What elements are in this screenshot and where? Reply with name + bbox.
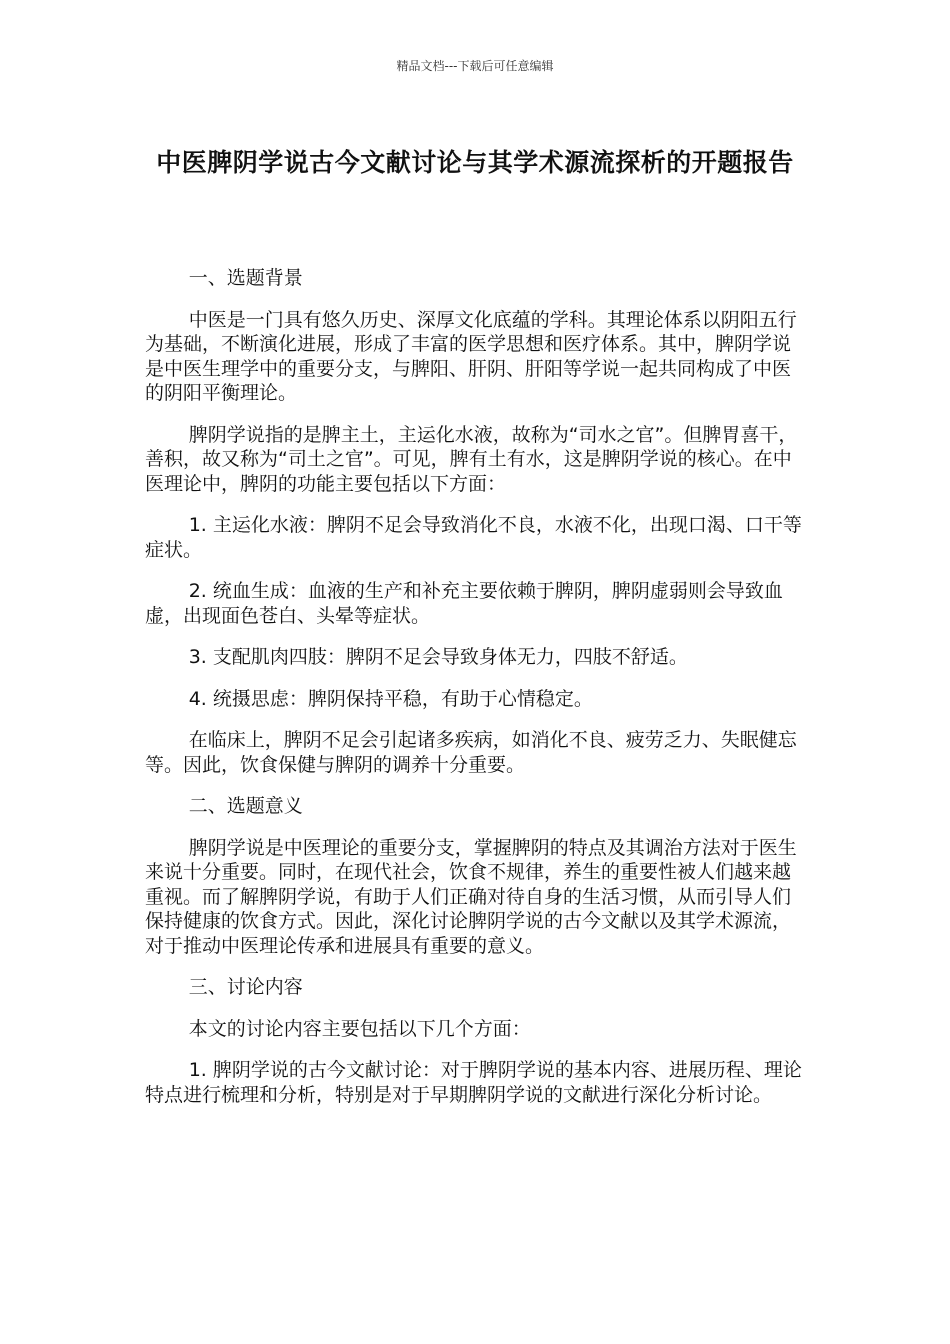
document-body — [145, 266, 805, 1124]
paragraph-significance: 脾阴学说是中医理论的重要分支，掌握脾阴的特点及其调治方法对于医生来说十分重要。同时，在现代社会，饮食不规律，养生的重要性被人们越来越重视。而了解脾阴学说，有助于人们正确对待自身的生活习惯，从而引导人们保持健康的饮食方式。因此，深化讨论脾阴学说的古今文献以及其学术源流，对于推动中医理论传承和进展具有重要的意义。 — [145, 836, 797, 957]
paragraph-clinical: 在临床上，脾阴不足会引起诸多疾病，如消化不良、疲劳乏力、失眠健忘等。因此，饮食保健与脾阴的调养十分重要。 — [145, 729, 797, 776]
header-note: 精品文档---下载后可任意编辑 — [396, 59, 554, 73]
list-item-1: 1. 主运化水液：脾阴不足会导致消化不良，水液不化，出现口渴、口干等症状。 — [145, 514, 802, 561]
section-heading-content: 三、讨论内容 — [188, 976, 303, 998]
paragraph-theory: 脾阴学说指的是脾主土，主运化水液，故称为“司水之官”。但脾胃喜干，善积，故又称为“司土之官”。可见，脾有土有水，这是脾阴学说的核心。在中医理论中，脾阴的功能主要包括以下方面： — [145, 423, 798, 495]
document-title: 中医脾阴学说古今文献讨论与其学术源流探析的开题报告 — [156, 148, 794, 177]
list-item-4: 4. 统摄思虑：脾阴保持平稳，有助于心情稳定。 — [188, 687, 593, 710]
list-item-3: 3. 支配肌肉四肢：脾阴不足会导致身体无力，四肢不舒适。 — [188, 646, 688, 668]
list-item-2: 2. 统血生成：血液的生产和补充主要依赖于脾阴，脾阴虚弱则会导致血虚，出现面色苍白、头晕等症状。 — [145, 580, 783, 627]
content-item-1: 1. 脾阴学说的古今文献讨论：对于脾阴学说的基本内容、进展历程、理论特点进行梳理和分析，特别是对于早期脾阴学说的文献进行深化分析讨论。 — [145, 1059, 802, 1106]
paragraph-intro: 中医是一门具有悠久历史、深厚文化底蕴的学科。其理论体系以阴阳五行为基础，不断演化进展，形成了丰富的医学思想和医疗体系。其中，脾阴学说是中医生理学中的重要分支，与脾阳、肝阴、肝阳等学说一起共同构成了中医的阴阳平衡理论。 — [145, 308, 797, 404]
paragraph-content-intro: 本文的讨论内容主要包括以下几个方面： — [188, 1017, 531, 1040]
section-heading-significance: 二、选题意义 — [188, 795, 303, 817]
section-heading-background: 一、选题背景 — [188, 267, 303, 289]
